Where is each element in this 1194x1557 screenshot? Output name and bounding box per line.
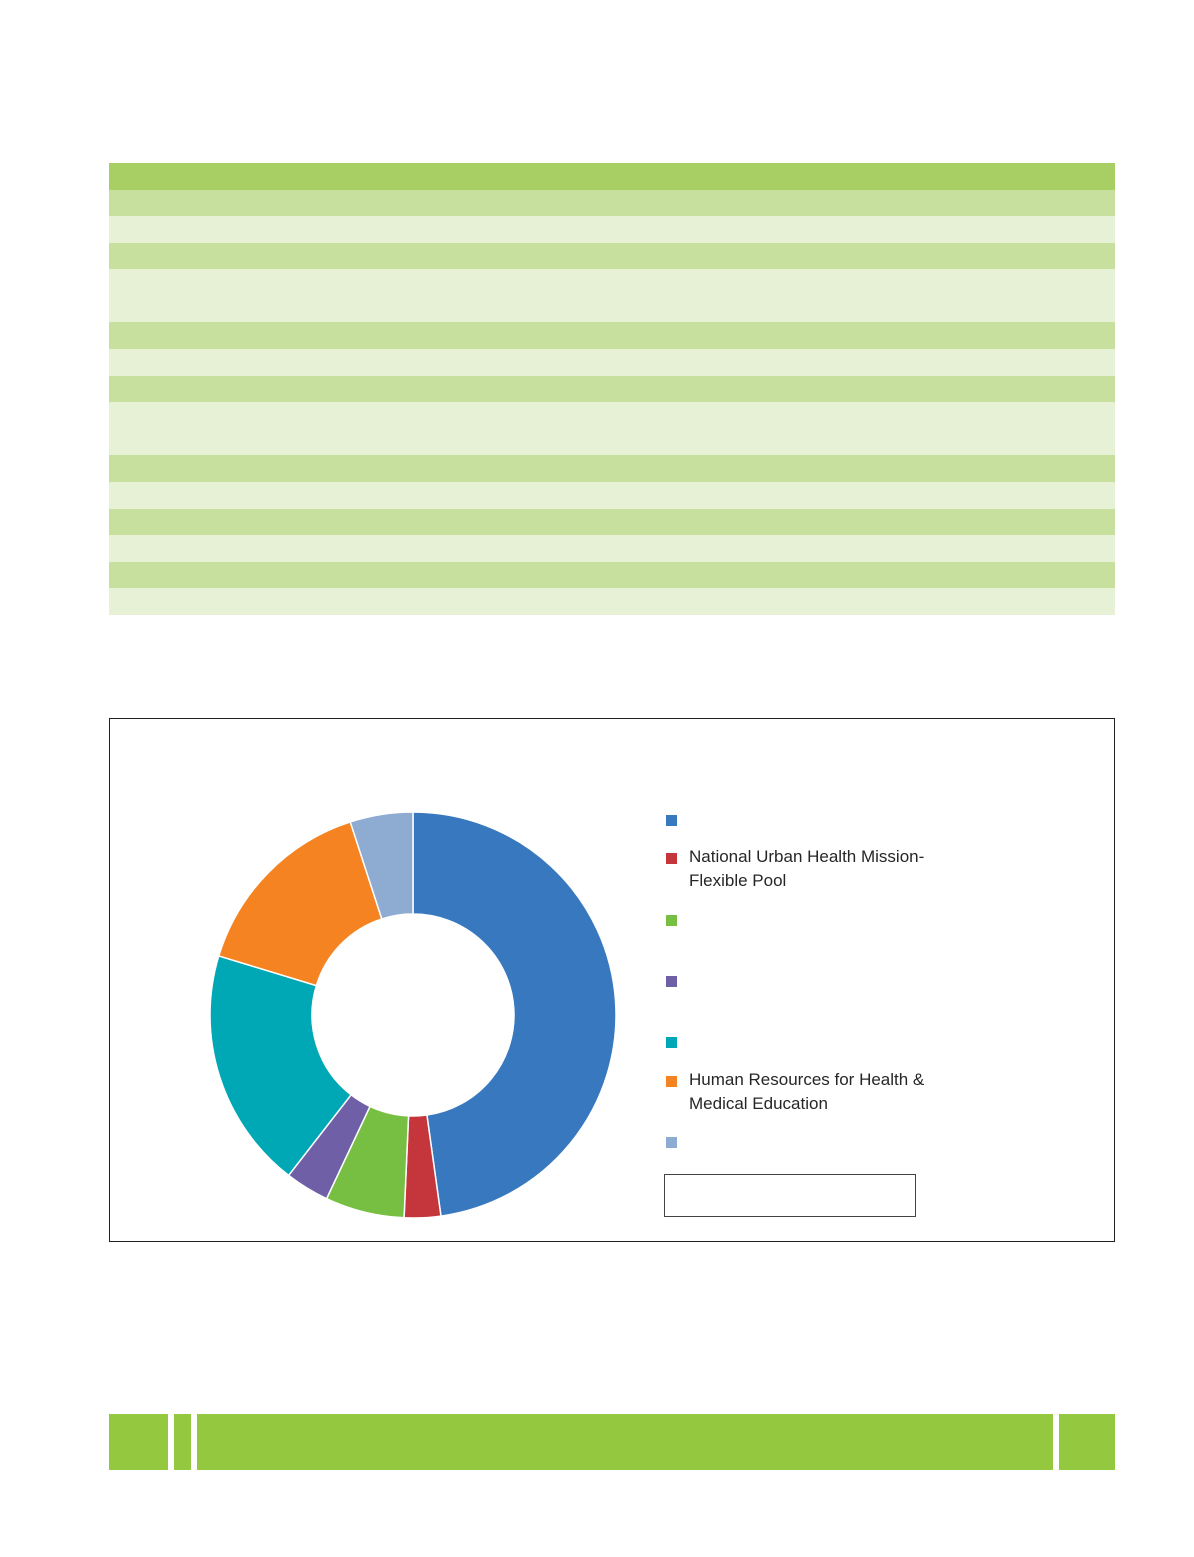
legend-label-2-line-1: National Urban Health Mission- — [689, 847, 925, 866]
legend-empty-box — [664, 1174, 916, 1217]
footer-band-segment-3 — [197, 1414, 1053, 1470]
table-row-10 — [109, 455, 1115, 482]
table-row-2 — [109, 190, 1115, 217]
footer-band-segment-1 — [109, 1414, 168, 1470]
footer-band — [109, 1414, 1115, 1470]
legend-swatch-1 — [666, 815, 677, 826]
table-row-6 — [109, 322, 1115, 349]
legend-label-6-line-1: Human Resources for Health & — [689, 1070, 925, 1089]
legend-label-6 — [689, 1068, 989, 1116]
table-row-14 — [109, 562, 1115, 589]
legend-swatch-4 — [666, 976, 677, 987]
table-row-7 — [109, 349, 1115, 376]
donut-slice-1 — [413, 812, 616, 1216]
legend-swatch-6 — [666, 1076, 677, 1087]
legend-swatch-7 — [666, 1137, 677, 1148]
table-row-15 — [109, 588, 1115, 615]
legend-swatch-2 — [666, 853, 677, 864]
table-row-1 — [109, 163, 1115, 190]
legend-swatch-5 — [666, 1037, 677, 1048]
table-row-12 — [109, 509, 1115, 536]
table-row-11 — [109, 482, 1115, 509]
legend-swatch-3 — [666, 915, 677, 926]
table-row-4 — [109, 243, 1115, 270]
footer-band-segment-4 — [1059, 1414, 1115, 1470]
table-row-3 — [109, 216, 1115, 243]
legend-label-6-line-2: Medical Education — [689, 1094, 828, 1113]
donut-slice-6 — [219, 822, 382, 986]
chart-frame — [109, 718, 1115, 1242]
data-table — [109, 163, 1115, 615]
table-row-13 — [109, 535, 1115, 562]
table-row-8 — [109, 376, 1115, 403]
legend-label-2-line-2: Flexible Pool — [689, 871, 787, 890]
legend-label-2 — [689, 845, 989, 893]
table-row-5 — [109, 269, 1115, 322]
donut-chart — [110, 719, 1114, 1241]
table-row-9 — [109, 402, 1115, 455]
footer-band-segment-2 — [174, 1414, 191, 1470]
